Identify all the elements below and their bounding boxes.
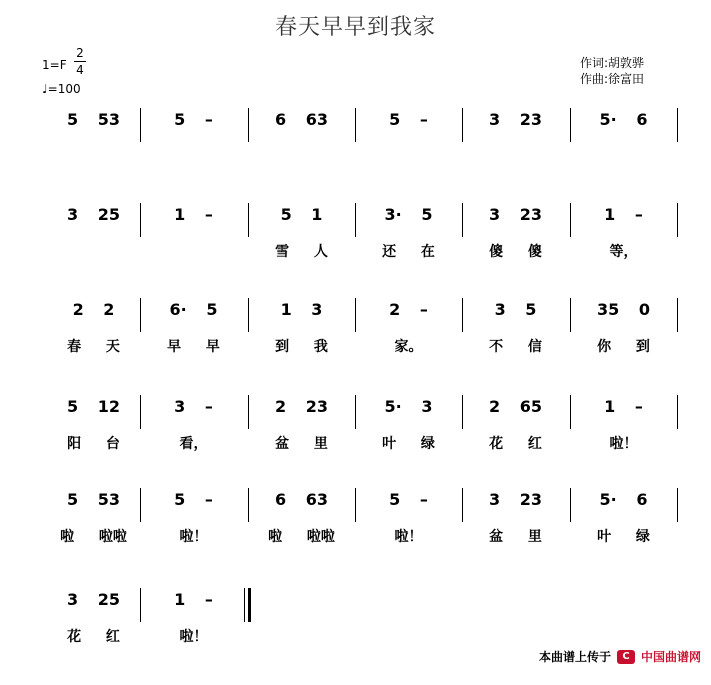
measure-notes: 3· 5 [384, 205, 433, 224]
measure-lyrics: 啦 啦啦 [60, 529, 127, 545]
tempo-value: =100 [47, 82, 81, 96]
measure-notes: 35 0 [597, 300, 650, 319]
measure-notes: 5 53 [67, 110, 120, 129]
bar-line [677, 395, 678, 429]
measure-lyrics: 啦！ [179, 629, 208, 645]
bar-line [677, 108, 678, 142]
footer-upload-note [539, 648, 701, 665]
measure-notes: 5 – [174, 110, 213, 129]
site-logo-icon: C [617, 650, 635, 664]
measure-notes: 5· 3 [384, 397, 433, 416]
measure-notes: 5 1 [280, 205, 323, 224]
measure-notes: 6 63 [275, 490, 328, 509]
footer-upload-text: 本曲谱上传于 [538, 650, 611, 664]
measure-notes: 2 65 [489, 397, 542, 416]
composer-credit: 作曲:徐富田 [580, 72, 645, 86]
measure-notes: 5 – [174, 490, 213, 509]
score-system [0, 205, 711, 300]
measure-notes: 1 – [604, 205, 643, 224]
measure-lyrics: 叶 绿 [597, 529, 650, 545]
measure-lyrics: 花 红 [67, 629, 120, 645]
measure-lyrics: 家。 [394, 339, 423, 355]
measure-lyrics: 啦！ [394, 529, 423, 545]
measure-lyrics: 叶 绿 [382, 436, 435, 452]
measure-lyrics: 阳 台 [67, 436, 120, 452]
bar-line [677, 203, 678, 237]
measure-notes: 6· 5 [169, 300, 218, 319]
measure-notes: 5· 6 [599, 490, 648, 509]
measure-lyrics: 到 我 [275, 339, 328, 355]
measure-notes: 1 – [174, 590, 213, 609]
measure-lyrics: 啦 啦啦 [268, 529, 335, 545]
bar-line [677, 488, 678, 522]
measure-notes: 3 25 [67, 590, 120, 609]
measure-notes: 5 12 [67, 397, 120, 416]
quarter-note-icon: ♩ [42, 82, 48, 96]
time-signature-top: 2 [76, 46, 84, 60]
measure-lyrics: 等， [609, 244, 638, 260]
tempo-marking [42, 82, 81, 96]
measure-notes: 3 23 [489, 110, 542, 129]
measure-notes: 5· 6 [599, 110, 648, 129]
measure-lyrics: 啦！ [179, 529, 208, 545]
lyricist-credit: 作词:胡敦骅 [580, 56, 645, 70]
measure-lyrics: 盆 里 [275, 436, 328, 452]
measure-lyrics: 春 天 [67, 339, 120, 355]
bar-line [244, 588, 245, 622]
measure-lyrics: 早 早 [167, 339, 220, 355]
measure-notes: 6 63 [275, 110, 328, 129]
measure-lyrics: 还 在 [382, 244, 435, 260]
score-system [0, 397, 711, 492]
score-system [0, 300, 711, 395]
final-bar-line [248, 588, 251, 622]
measure-notes: 3 – [174, 397, 213, 416]
score-system [0, 110, 711, 205]
measure-lyrics: 不 信 [489, 339, 542, 355]
site-name: 中国曲谱网 [640, 650, 701, 664]
measure-lyrics: 啦！ [609, 436, 638, 452]
time-signature-divider [74, 61, 86, 62]
measure-lyrics: 雪 人 [275, 244, 328, 260]
measure-notes: 2 – [389, 300, 428, 319]
score-title: 春天早早到我家 [274, 15, 436, 40]
measure-notes: 3 23 [489, 205, 542, 224]
measure-notes: 1 3 [280, 300, 323, 319]
bar-line [677, 298, 678, 332]
measure-lyrics: 傻 傻 [489, 244, 542, 260]
measure-notes: 3 5 [494, 300, 537, 319]
score-system [0, 490, 711, 585]
measure-notes: 3 25 [67, 205, 120, 224]
time-signature-bottom: 4 [76, 63, 84, 77]
measure-lyrics: 看， [179, 436, 208, 452]
measure-notes: 3 23 [489, 490, 542, 509]
time-signature [74, 46, 86, 77]
measure-lyrics: 盆 里 [489, 529, 542, 545]
measure-lyrics: 你 到 [597, 339, 650, 355]
measure-notes: 1 – [604, 397, 643, 416]
measure-notes: 1 – [174, 205, 213, 224]
key-signature: 1=F [42, 58, 67, 72]
measure-notes: 5 – [389, 490, 428, 509]
measure-notes: 2 23 [275, 397, 328, 416]
measure-notes: 2 2 [72, 300, 115, 319]
measure-lyrics: 花 红 [489, 436, 542, 452]
measure-notes: 5 53 [67, 490, 120, 509]
measure-notes: 5 – [389, 110, 428, 129]
